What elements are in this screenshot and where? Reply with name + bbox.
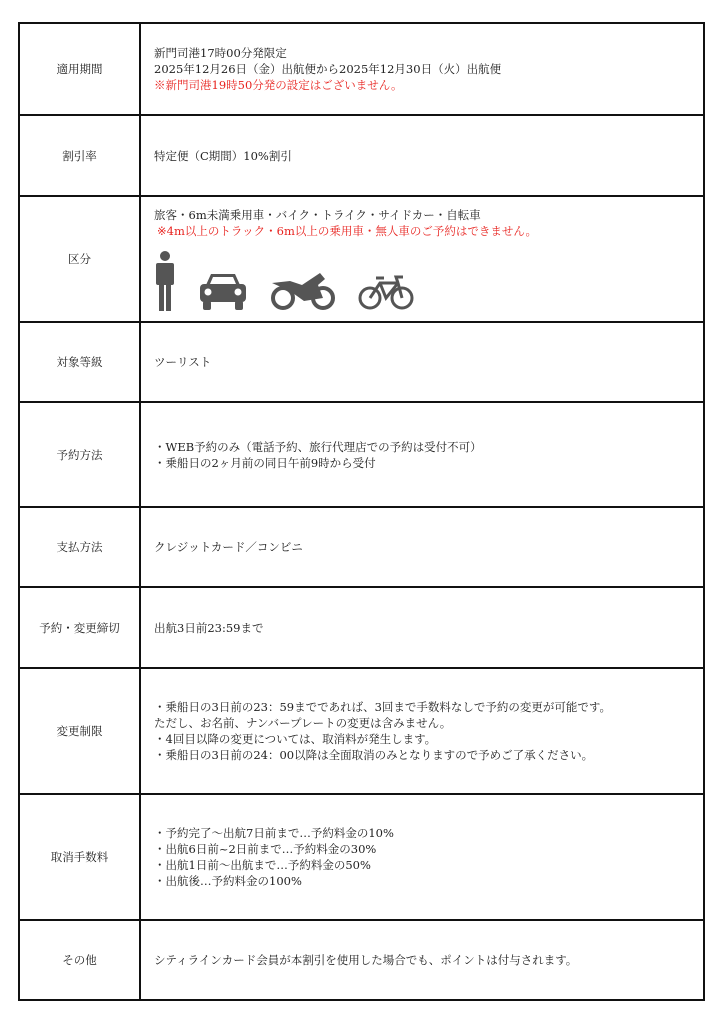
text-line: シティラインカード会員が本割引を使用した場合でも、ポイントは付与されます。 xyxy=(140,920,704,1000)
text-line: ・乗船日の2ヶ月前の同日午前9時から受付 xyxy=(154,455,376,470)
row-label: その他 xyxy=(19,920,140,1000)
row-discount-rate xyxy=(19,115,704,196)
row-period xyxy=(19,23,704,115)
row-label: 適用期間 xyxy=(19,23,140,115)
bicycle-icon xyxy=(358,273,414,311)
row-label: 割引率 xyxy=(19,115,140,196)
text-line: ・乗船日の3日前の23：59までであれば、3回まで手数料なしで予約の変更が可能です。 xyxy=(154,700,611,714)
text-line: ・4回目以降の変更については、取消料が発生します。 xyxy=(154,732,437,746)
row-label: 変更制限 xyxy=(19,668,140,794)
row-class xyxy=(19,322,704,402)
row-label: 区分 xyxy=(19,196,140,322)
row-label: 予約方法 xyxy=(19,402,140,507)
row-payment-method xyxy=(19,507,704,587)
text-line: 新門司港17時00分発限定 xyxy=(154,46,287,60)
text-line: ただし、お名前、ナンバープレートの変更は含みません。 xyxy=(154,716,452,730)
text-line: 出航3日前23:59まで xyxy=(140,587,704,668)
row-label: 取消手数料 xyxy=(19,794,140,920)
warning-note: ※新門司港19時50分発の設定はございません。 xyxy=(154,78,403,92)
text-line: 旅客・6m未満乗用車・バイク・トライク・サイドカー・自転車 xyxy=(154,208,481,222)
discount-conditions-table xyxy=(18,22,705,1001)
row-label: 予約・変更締切 xyxy=(19,587,140,668)
car-icon xyxy=(198,271,248,311)
row-label: 支払方法 xyxy=(19,507,140,587)
person-icon xyxy=(154,251,176,311)
text-line: 特定便（C期間）10%割引 xyxy=(140,115,704,196)
text-line: ・乗船日の3日前の24：00以降は全面取消のみとなりますので予めご了承ください。 xyxy=(154,748,594,762)
text-line: ・WEB予約のみ（電話予約、旅行代理店での予約は受付不可） xyxy=(154,439,482,454)
motorcycle-icon xyxy=(270,271,336,311)
text-line: ・出航後…予約料金の100% xyxy=(154,874,302,888)
row-change-limits xyxy=(19,668,704,794)
text-line: ・予約完了～出航7日前まで…予約料金の10% xyxy=(154,826,394,840)
row-cancellation-fee xyxy=(19,794,704,920)
row-category xyxy=(19,196,704,322)
row-booking-method xyxy=(19,402,704,507)
text-line: ツーリスト xyxy=(140,322,704,402)
text-line: 2025年12月26日（金）出航便から2025年12月30日（火）出航便 xyxy=(154,62,502,76)
text-line: ・出航6日前~2日前まで…予約料金の30% xyxy=(154,842,377,856)
row-other xyxy=(19,920,704,1000)
text-line: ・出航1日前～出航まで…予約料金の50% xyxy=(154,858,371,872)
text-line: クレジットカード／コンビニ xyxy=(140,507,704,587)
warning-note: ※4m以上のトラック・6m以上の乗用車・無人車のご予約はできません。 xyxy=(157,224,538,238)
row-deadline xyxy=(19,587,704,668)
row-label: 対象等級 xyxy=(19,322,140,402)
